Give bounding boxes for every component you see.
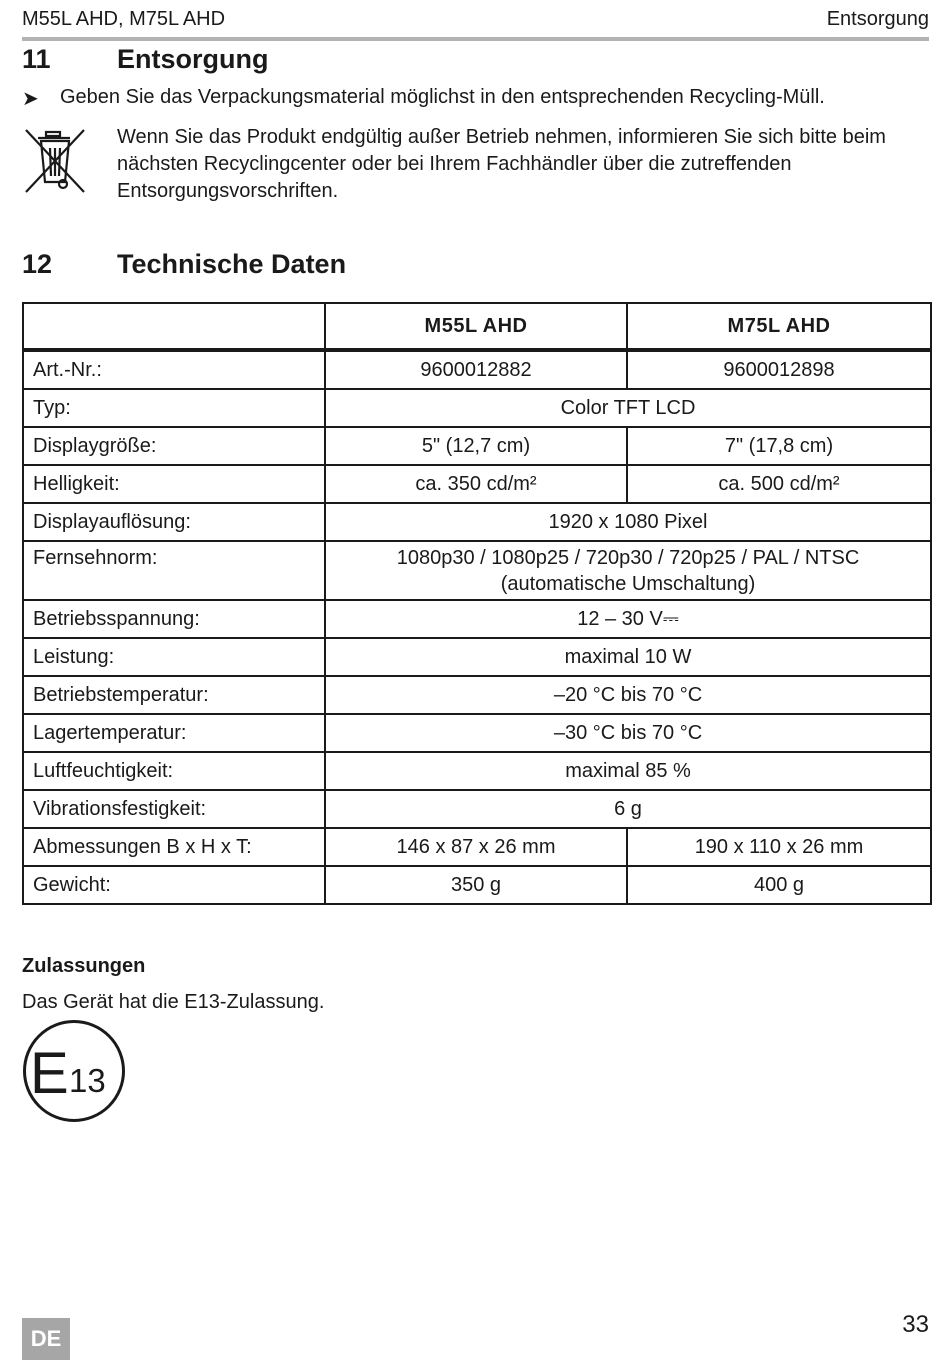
cell-shared: 6 g <box>325 790 931 828</box>
disposal-instructions <box>117 124 932 205</box>
running-header-models: M55L AHD, M75L AHD <box>22 8 226 30</box>
section-12-title: Technische Daten <box>117 249 347 279</box>
e13-mark-number: 13 <box>69 1062 106 1099</box>
technical-data-table <box>22 302 932 905</box>
row-label: Vibrationsfestigkeit: <box>23 790 325 828</box>
cell-m75l: 400 g <box>627 866 931 904</box>
running-header-chapter: Entsorgung <box>826 8 929 30</box>
arrow-bullet-icon: ➤ <box>22 88 39 110</box>
row-label: Displayauflösung: <box>23 503 325 541</box>
table-row <box>23 503 931 541</box>
row-label: Luftfeuchtigkeit: <box>23 752 325 790</box>
disposal-line: Wenn Sie das Produkt endgültig außer Betrieb nehmen, informieren Sie sich bitte beim <box>117 126 886 148</box>
table-row <box>23 828 931 866</box>
cell-shared: 12 – 30 V⎓ <box>325 600 931 638</box>
cell-shared <box>325 541 931 600</box>
table-row <box>23 427 931 465</box>
e13-approval-mark-icon <box>22 1019 126 1123</box>
table-row <box>23 465 931 503</box>
disposal-line: nächsten Recyclingcenter oder bei Ihrem Fachhändler über die zutreffenden <box>117 153 792 175</box>
header-m75l: M75L AHD <box>627 303 931 350</box>
cell-m55l: 146 x 87 x 26 mm <box>325 828 627 866</box>
table-row <box>23 790 931 828</box>
cell-m75l: ca. 500 cd/m² <box>627 465 931 503</box>
table-row <box>23 714 931 752</box>
header-divider <box>22 37 929 41</box>
table-row <box>23 389 931 427</box>
row-label: Betriebsspannung: <box>23 600 325 638</box>
cell-shared: Color TFT LCD <box>325 389 931 427</box>
tv-standard-note: (automatische Umschaltung) <box>500 572 756 595</box>
cell-m75l: 7" (17,8 cm) <box>627 427 931 465</box>
row-label: Typ: <box>23 389 325 427</box>
cell-shared: 1920 x 1080 Pixel <box>325 503 931 541</box>
section-11-number: 11 <box>22 44 51 74</box>
approvals-heading: Zulassungen <box>22 955 146 977</box>
header-empty-cell <box>23 303 325 350</box>
cell-shared: –30 °C bis 70 °C <box>325 714 931 752</box>
packaging-recycling-note: Geben Sie das Verpackungsmaterial möglichst in den entsprechenden Recycling-Müll. <box>60 86 825 108</box>
disposal-line: Entsorgungsvorschriften. <box>117 180 339 202</box>
cell-m55l: 5" (12,7 cm) <box>325 427 627 465</box>
cell-m55l: ca. 350 cd/m² <box>325 465 627 503</box>
approval-text: Das Gerät hat die E13-Zulassung. <box>22 991 325 1013</box>
cell-m55l: 350 g <box>325 866 627 904</box>
row-label: Abmessungen B x H x T: <box>23 828 325 866</box>
cell-shared: –20 °C bis 70 °C <box>325 676 931 714</box>
table-row <box>23 866 931 904</box>
cell-m55l: 9600012882 <box>325 350 627 389</box>
row-label: Leistung: <box>23 638 325 676</box>
language-badge: DE <box>22 1318 70 1360</box>
section-11-title: Entsorgung <box>117 44 269 74</box>
table-row <box>23 638 931 676</box>
page-number: 33 <box>902 1311 929 1338</box>
table-row <box>23 676 931 714</box>
tv-standard-list: 1080p30 / 1080p25 / 720p30 / 720p25 / PAL / NTSC <box>396 546 860 569</box>
header-m55l: M55L AHD <box>325 303 627 350</box>
e13-mark-letter: E <box>30 1041 69 1106</box>
table-row <box>23 600 931 638</box>
row-label: Displaygröße: <box>23 427 325 465</box>
table-row <box>23 541 931 600</box>
row-label: Gewicht: <box>23 866 325 904</box>
row-label: Art.-Nr.: <box>23 350 325 389</box>
table-row <box>23 752 931 790</box>
cell-shared: maximal 85 % <box>325 752 931 790</box>
cell-m75l: 190 x 110 x 26 mm <box>627 828 931 866</box>
section-12-number: 12 <box>22 249 53 279</box>
table-row <box>23 350 931 389</box>
table-header-row <box>23 303 931 350</box>
cell-shared: maximal 10 W <box>325 638 931 676</box>
row-label: Helligkeit: <box>23 465 325 503</box>
row-label: Betriebstemperatur: <box>23 676 325 714</box>
row-label: Lagertemperatur: <box>23 714 325 752</box>
row-label: Fernsehnorm: <box>23 541 325 600</box>
cell-m75l: 9600012898 <box>627 350 931 389</box>
crossed-out-wheelie-bin-icon <box>22 126 88 196</box>
